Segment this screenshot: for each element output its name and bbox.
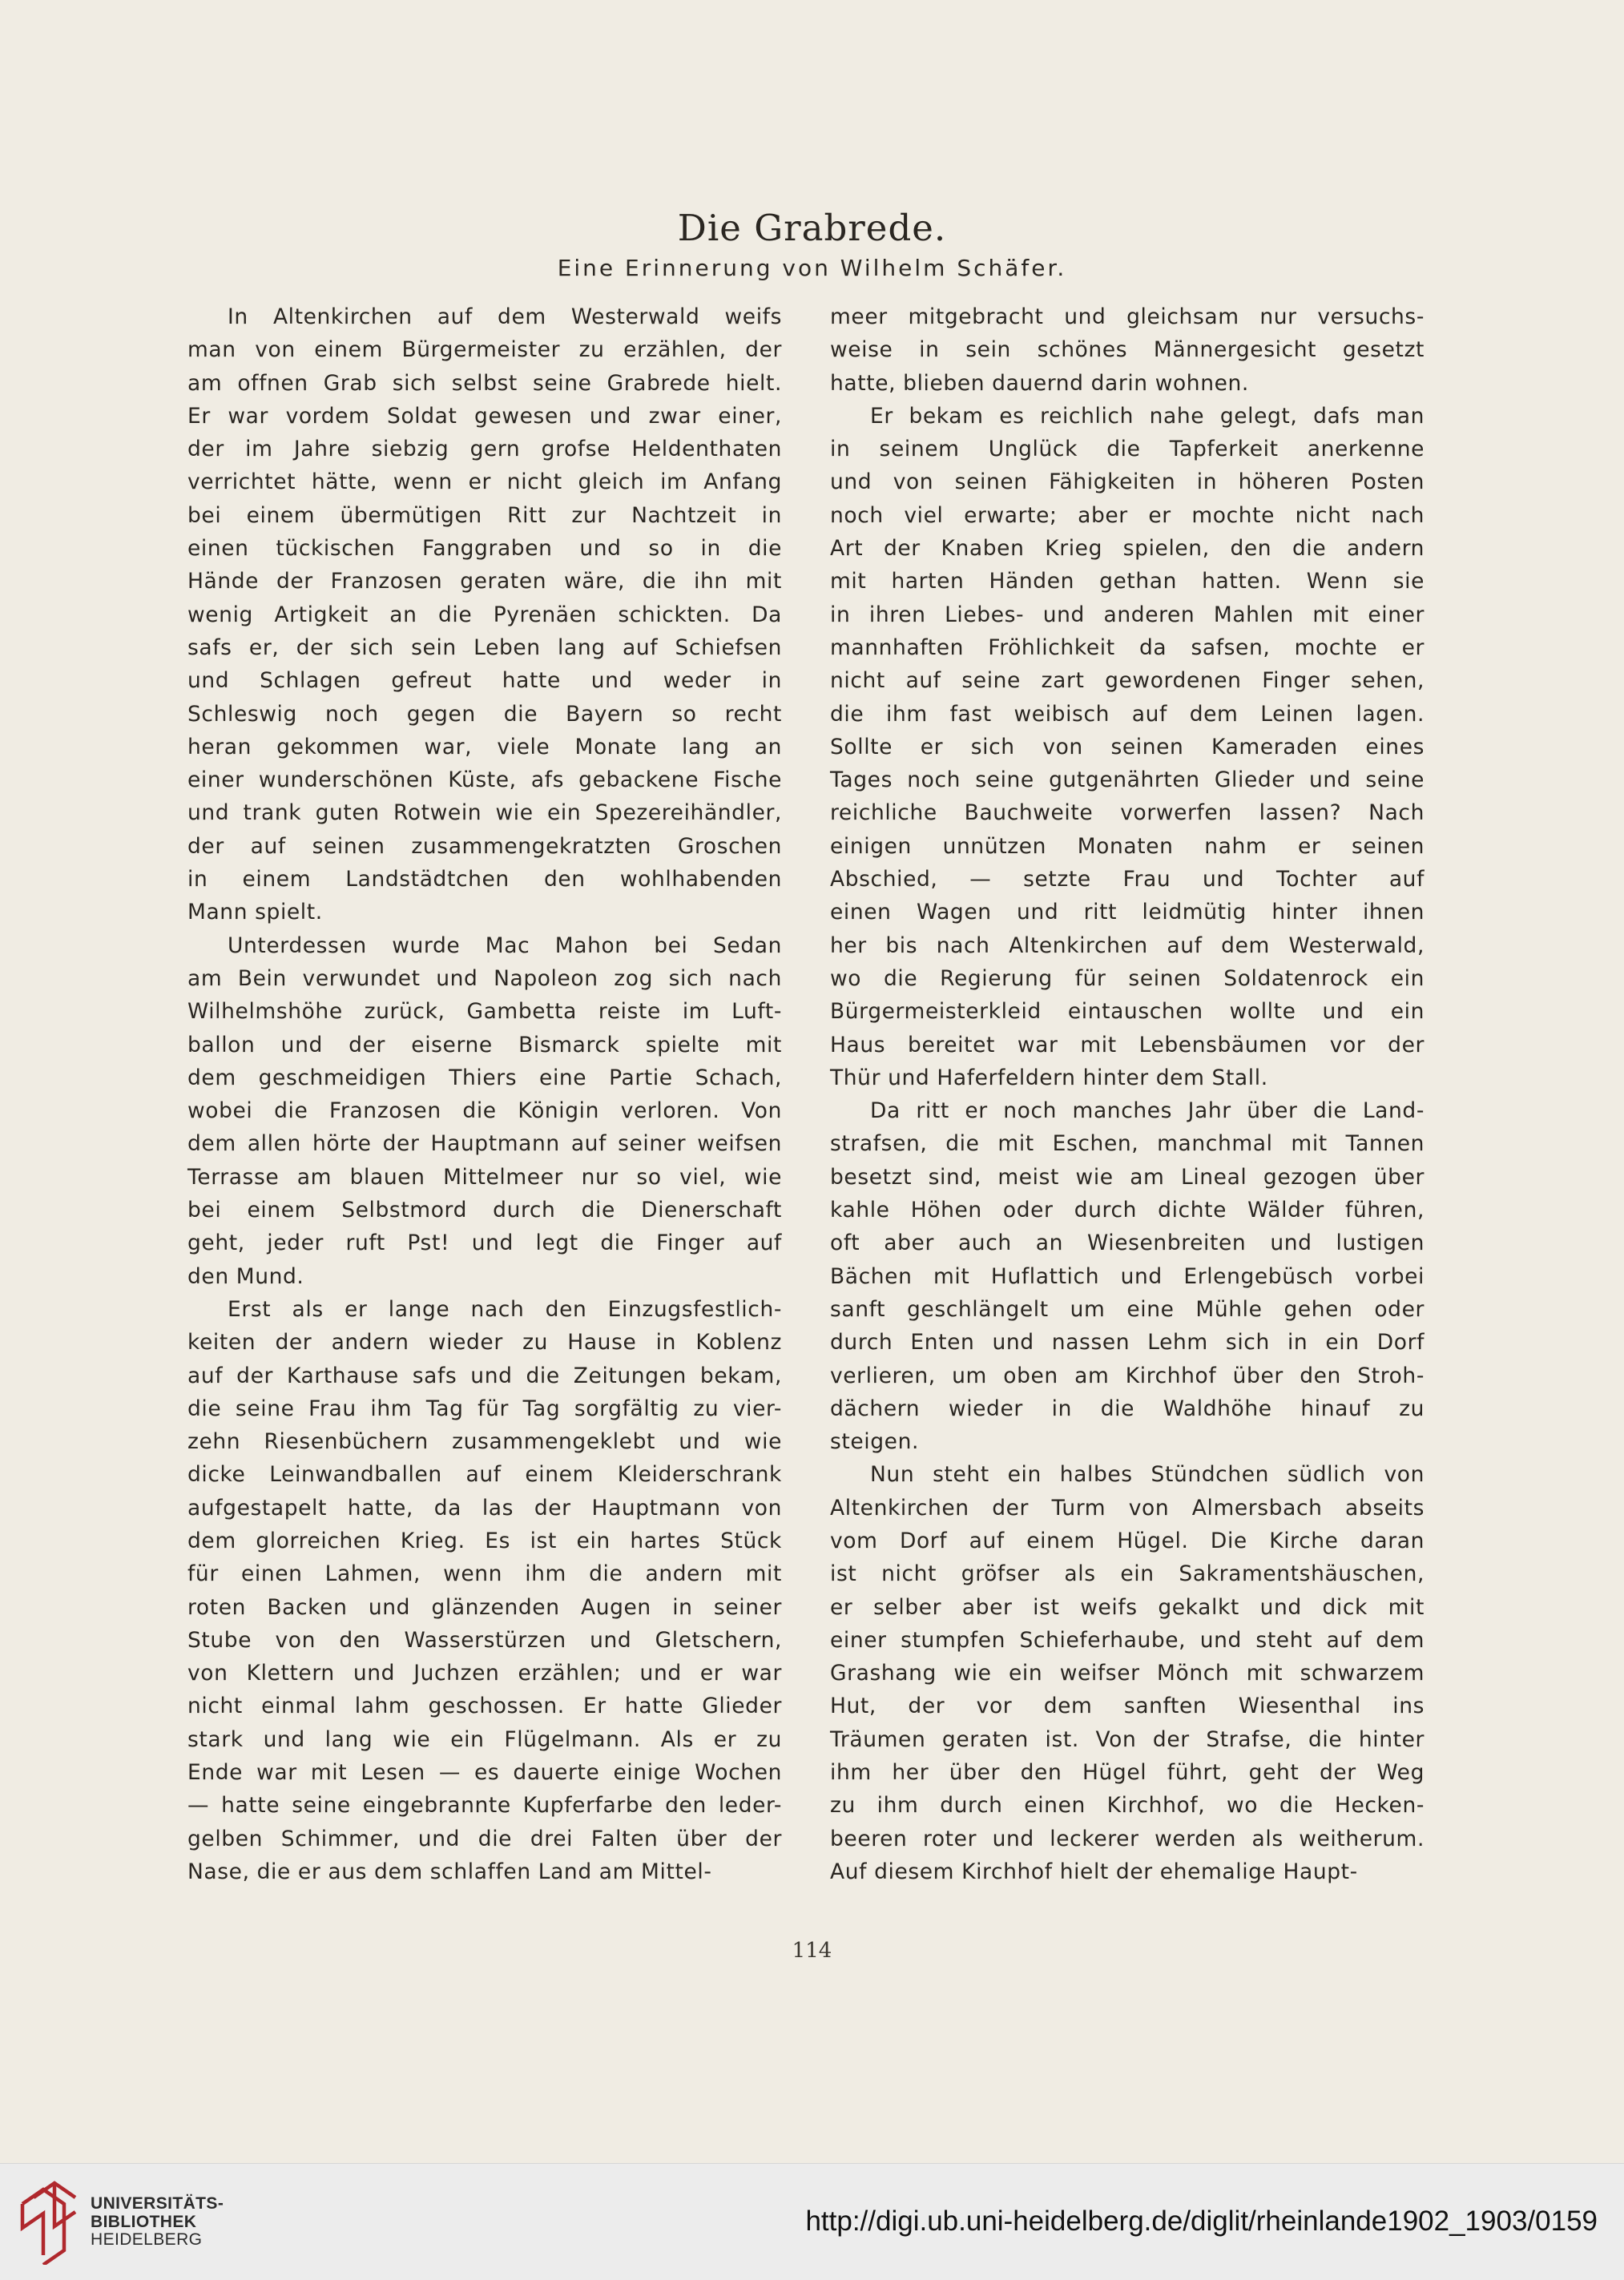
left-column-line: einer wunderschönen Küste, afs gebackene Fische — [187, 767, 782, 793]
right-column-line: Bächen mit Huflattich und Erlengebüsch vorbei — [830, 1263, 1425, 1289]
right-column-line: vom Dorf auf einem Hügel. Die Kirche daran — [830, 1528, 1425, 1553]
right-column-line: weise in sein schönes Männergesicht gesetzt — [830, 337, 1425, 363]
right-column-line: meer mitgebracht und gleichsam nur versuchs- — [830, 304, 1425, 329]
right-column-line: oft aber auch an Wiesenbreiten und lustigen — [830, 1231, 1425, 1256]
right-column-line: beeren roter und leckerer werden als weitherum. — [830, 1826, 1425, 1851]
left-column-line: aufgestapelt hatte, da las der Hauptmann von — [187, 1495, 782, 1521]
right-column-line: nicht auf seine zart gewordenen Finger sehen, — [830, 668, 1425, 694]
right-column-line: zu ihm durch einen Kirchhof, wo die Hecken- — [830, 1793, 1425, 1819]
right-column-line: Da ritt er noch manches Jahr über die Land- — [870, 1098, 1425, 1124]
right-column-line: mannhaften Fröhlichkeit da safsen, mochte er — [830, 634, 1425, 660]
right-column-line: Hut, der vor dem sanften Wiesenthal ins — [830, 1694, 1425, 1719]
left-column-line: wenig Artigkeit an die Pyrenäen schickten. Da — [187, 602, 782, 627]
right-column-line: einen Wagen und ritt leidmütig hinter ihnen — [830, 900, 1425, 925]
left-column-line: roten Backen und glänzenden Augen in seiner — [187, 1594, 782, 1620]
left-column-line: den Mund. — [187, 1263, 304, 1289]
left-column-line: Unterdessen wurde Mac Mahon bei Sedan — [228, 933, 782, 958]
left-column-line: zehn Riesenbüchern zusammengeklebt und wie — [187, 1429, 782, 1455]
right-column-line: Er bekam es reichlich nahe gelegt, dafs man — [870, 403, 1425, 429]
library-name — [91, 2195, 224, 2250]
left-column-line: auf der Karthause safs und die Zeitungen bekam, — [187, 1363, 782, 1388]
viewer-footer — [0, 2163, 1624, 2280]
right-column-line: einer stumpfen Schieferhaube, und steht auf dem — [830, 1627, 1425, 1653]
left-column-line: heran gekommen war, viele Monate lang an — [187, 734, 782, 759]
right-column-line: Tages noch seine gutgenährten Glieder und seine — [830, 767, 1425, 793]
page-number: 114 — [792, 1939, 832, 1963]
right-column-line: Auf diesem Kirchhof hielt der ehemalige Haupt- — [830, 1859, 1358, 1884]
left-column-line: Terrasse am blauen Mittelmeer nur so viel, wie — [187, 1164, 782, 1190]
article-subtitle: Eine Erinnerung von Wilhelm Schäfer. — [557, 255, 1067, 281]
permalink-url[interactable]: http://digi.ub.uni-heidelberg.de/diglit/rheinlande1902_1903/0159 — [805, 2205, 1598, 2237]
right-column-line: verlieren, um oben am Kirchhof über den Stroh- — [830, 1363, 1425, 1388]
left-column-line: Er war vordem Soldat gewesen und zwar einer, — [187, 403, 782, 429]
left-column-line: am offnen Grab sich selbst seine Grabrede hielt. — [187, 370, 782, 396]
left-column-line: dem geschmeidigen Thiers eine Partie Schach, — [187, 1065, 782, 1090]
right-column-line: sanft geschlängelt um eine Mühle gehen oder — [830, 1296, 1425, 1322]
right-column-line: in ihren Liebes- und anderen Mahlen mit einer — [830, 602, 1425, 627]
left-text-column — [187, 300, 782, 1888]
right-column-line: Sollte er sich von seinen Kameraden eines — [830, 734, 1425, 759]
library-name-line2: BIBLIOTHEK — [91, 2212, 197, 2231]
right-column-line: Art der Knaben Krieg spielen, den die andern — [830, 536, 1425, 562]
right-column-line: die ihm fast weibisch auf dem Leinen lagen. — [830, 701, 1425, 727]
left-column-line: keiten der andern wieder zu Hause in Koblenz — [187, 1330, 782, 1356]
right-column-line: noch viel erwarte; aber er mochte nicht nach — [830, 502, 1425, 528]
right-column-line: durch Enten und nassen Lehm sich in ein Dorf — [830, 1330, 1425, 1356]
left-column-line: nicht einmal lahm geschossen. Er hatte Glieder — [187, 1694, 782, 1719]
right-column-line: Thür und Haferfeldern hinter dem Stall. — [830, 1065, 1268, 1090]
left-column-line: ballon und der eiserne Bismarck spielte mit — [187, 1032, 782, 1057]
right-column-line: Bürgermeisterkleid eintauschen wollte und ein — [830, 999, 1425, 1025]
right-column-line: dächern wieder in die Waldhöhe hinauf zu — [830, 1396, 1425, 1421]
right-column-line: Altenkirchen der Turm von Almersbach abseits — [830, 1495, 1425, 1521]
left-column-line: für einen Lahmen, wenn ihm die andern mit — [187, 1561, 782, 1587]
right-column-line: Nun steht ein halbes Stündchen südlich von — [870, 1462, 1425, 1488]
left-column-line: Hände der Franzosen geraten wäre, die ihn mit — [187, 569, 782, 594]
left-column-line: in einem Landstädtchen den wohlhabenden — [187, 867, 782, 892]
left-column-line: die seine Frau ihm Tag für Tag sorgfältig zu vier- — [187, 1396, 782, 1421]
left-column-line: Ende war mit Lesen — es dauerte einige Wochen — [187, 1760, 782, 1786]
right-column-line: ihm her über den Hügel führt, geht der Weg — [830, 1760, 1425, 1786]
left-column-line: einen tückischen Fanggraben und so in die — [187, 536, 782, 562]
left-column-line: von Klettern und Juchzen erzählen; und er war — [187, 1661, 782, 1686]
left-column-line: der auf seinen zusammengekratzten Groschen — [187, 833, 782, 859]
left-column-line: wobei die Franzosen die Königin verloren. Von — [187, 1098, 782, 1124]
left-column-line: der im Jahre siebzig gern grofse Heldenthaten — [187, 437, 782, 462]
heidelberg-library-logo-icon — [16, 2178, 103, 2265]
library-name-line1: UNIVERSITÄTS- — [91, 2194, 224, 2213]
right-column-line: reichliche Bauchweite vorwerfen lassen? Nach — [830, 800, 1425, 826]
left-column-line: dem glorreichen Krieg. Es ist ein hartes Stück — [187, 1528, 782, 1553]
left-column-line: bei einem übermütigen Ritt zur Nachtzeit in — [187, 502, 782, 528]
right-column-line: her bis nach Altenkirchen auf dem Westerwald, — [830, 933, 1425, 958]
right-column-line: Haus bereitet war mit Lebensbäumen vor der — [830, 1032, 1425, 1057]
left-column-line: man von einem Bürgermeister zu erzählen, der — [187, 337, 782, 363]
right-column-line: mit harten Händen gethan hatten. Wenn sie — [830, 569, 1425, 594]
right-column-line: einigen unnützen Monaten nahm er seinen — [830, 833, 1425, 859]
left-column-line: dem allen hörte der Hauptmann auf seiner weifsen — [187, 1131, 782, 1157]
left-column-line: Erst als er lange nach den Einzugsfestlich- — [228, 1296, 782, 1322]
right-column-line: kahle Höhen oder durch dichte Wälder führen, — [830, 1198, 1425, 1223]
left-column-line: am Bein verwundet und Napoleon zog sich nach — [187, 965, 782, 991]
left-column-line: bei einem Selbstmord durch die Dienerschaft — [187, 1198, 782, 1223]
left-column-line: Nase, die er aus dem schlaffen Land am Mittel- — [187, 1859, 712, 1884]
right-column-line: Abschied, — setzte Frau und Tochter auf — [830, 867, 1425, 892]
left-column-line: dicke Leinwandballen auf einem Kleiderschrank — [187, 1462, 782, 1488]
library-name-line3: HEIDELBERG — [91, 2230, 203, 2249]
left-column-line: Schleswig noch gegen die Bayern so recht — [187, 701, 782, 727]
left-column-line: Wilhelmshöhe zurück, Gambetta reiste im Luft- — [187, 999, 782, 1025]
left-column-line: In Altenkirchen auf dem Westerwald weifs — [228, 304, 782, 329]
right-column-line: strafsen, die mit Eschen, manchmal mit Tannen — [830, 1131, 1425, 1157]
left-column-line: geht, jeder ruft Pst! und legt die Finger auf — [187, 1231, 782, 1256]
right-column-line: steigen. — [830, 1429, 920, 1455]
article-title: Die Grabrede. — [677, 207, 947, 249]
right-text-column — [830, 300, 1425, 1888]
left-column-line: stark und lang wie ein Flügelmann. Als er zu — [187, 1726, 782, 1752]
right-column-line: Träumen geraten ist. Von der Strafse, die hinter — [830, 1726, 1425, 1752]
right-column-line: er selber aber ist weifs gekalkt und dick mit — [830, 1594, 1425, 1620]
left-column-line: gelben Schimmer, und die drei Falten über der — [187, 1826, 782, 1851]
right-column-line: ist nicht gröfser als ein Sakramentshäuschen, — [830, 1561, 1425, 1587]
left-column-line: Stube von den Wasserstürzen und Gletschern, — [187, 1627, 782, 1653]
right-column-line: und von seinen Fähigkeiten in höheren Posten — [830, 469, 1425, 495]
left-column-line: verrichtet hätte, wenn er nicht gleich im Anfang — [187, 469, 782, 495]
right-column-line: Grashang wie ein weifser Mönch mit schwarzem — [830, 1661, 1425, 1686]
left-column-line: und trank guten Rotwein wie ein Spezereihändler, — [187, 800, 782, 826]
left-column-line: safs er, der sich sein Leben lang auf Schiefsen — [187, 634, 782, 660]
right-column-line: in seinem Unglück die Tapferkeit anerkenne — [830, 437, 1425, 462]
left-column-line: Mann spielt. — [187, 900, 323, 925]
left-column-line: — hatte seine eingebrannte Kupferfarbe den leder- — [187, 1793, 782, 1819]
right-column-line: wo die Regierung für seinen Soldatenrock ein — [830, 965, 1425, 991]
right-column-line: besetzt sind, meist wie am Lineal gezogen über — [830, 1164, 1425, 1190]
left-column-line: und Schlagen gefreut hatte und weder in — [187, 668, 782, 694]
right-column-line: hatte, blieben dauernd darin wohnen. — [830, 370, 1249, 396]
